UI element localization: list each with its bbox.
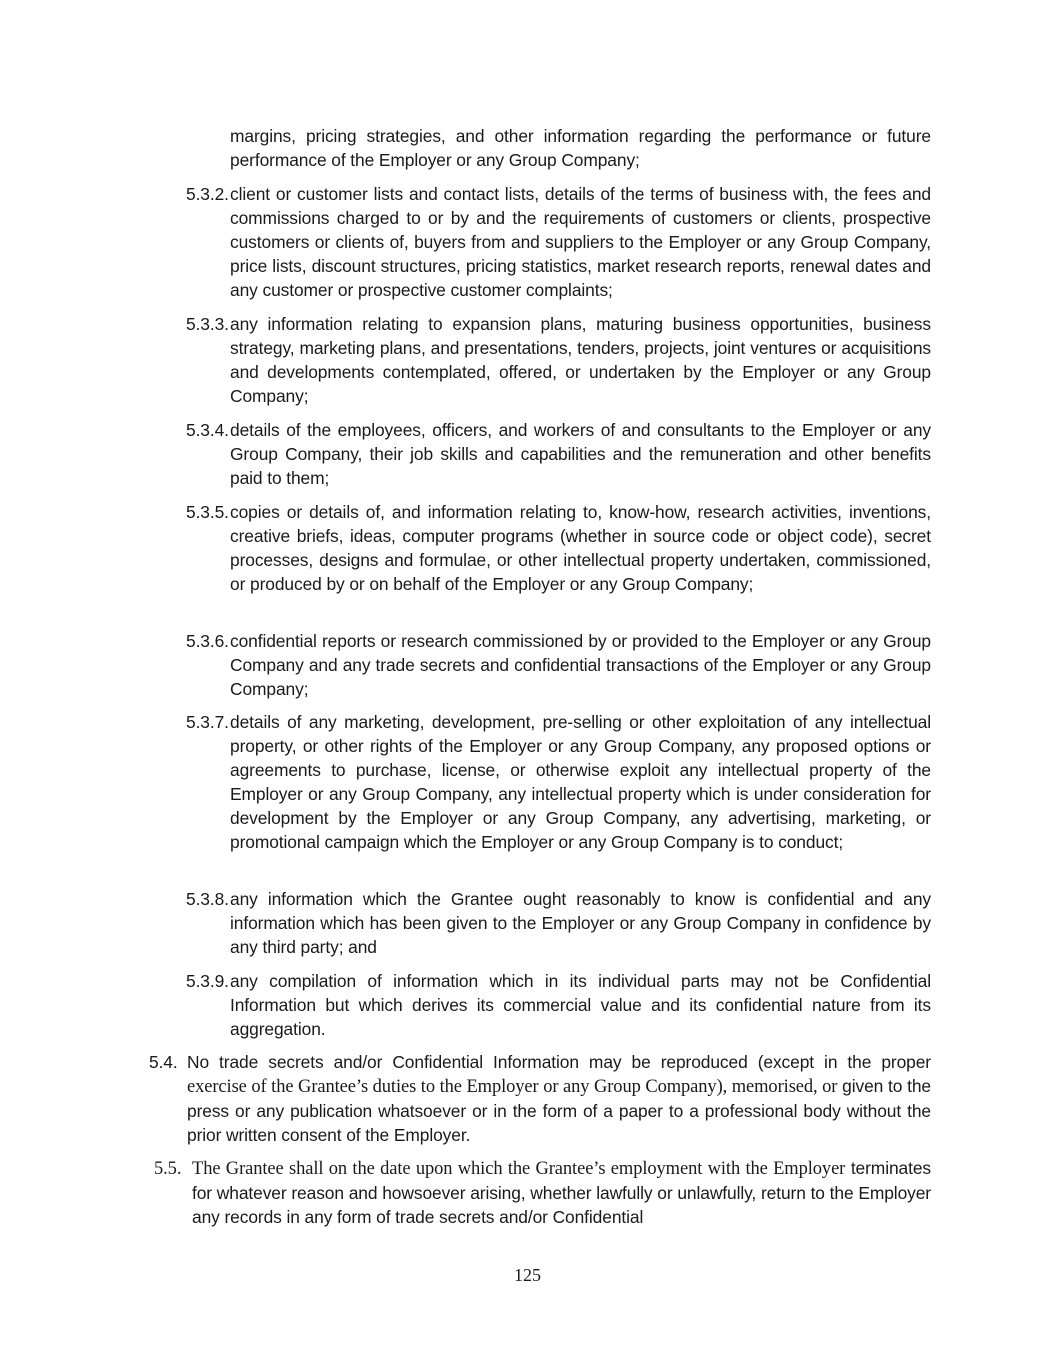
clause-number: 5.3.9. bbox=[186, 971, 229, 991]
clause-text-line-2: exercise of the Grantee’s duties to the Employer or any Group Company), memorised, or bbox=[187, 1077, 838, 1097]
clause-text-line-1: No trade secrets and/or Confidential Information may be reproduced (except in the proper bbox=[187, 1052, 931, 1072]
continuation-paragraph: margins, pricing strategies, and other information regarding the performance or future performance of the Employer or any Group Company; bbox=[230, 126, 931, 170]
clause-number: 5.3.5. bbox=[186, 502, 229, 522]
clause-text: confidential reports or research commissioned by or provided to the Employer or any Group Company and any trade secrets and confidential transactions of the Employer or any Group Company; bbox=[230, 631, 931, 699]
clause-number: 5.3.4. bbox=[186, 420, 229, 440]
clause-number: 5.3.3. bbox=[186, 314, 229, 334]
clause-text-line-1: The Grantee shall on the date upon which the Grantee’s employment with the Employer bbox=[192, 1159, 846, 1179]
clause-5-3-4 bbox=[186, 418, 931, 490]
clause-5-3-5 bbox=[186, 500, 931, 596]
clause-5-4 bbox=[149, 1050, 932, 1147]
clause-5-3-7 bbox=[186, 710, 931, 854]
clause-5-3-8 bbox=[186, 887, 931, 959]
clause-text: any information relating to expansion plans, maturing business opportunities, business strategy, marketing plans, and presentations, tenders, projects, joint ventures or acquisitions and developments contemplated, offered, or undertaken by the Employer or any Group Company; bbox=[230, 314, 931, 406]
clause-number: 5.4. bbox=[149, 1052, 178, 1072]
clause-text-rest: given to the press or any publication whatsoever or in the form of a paper to a professional body without the prior written consent of the Employer. bbox=[187, 1076, 932, 1145]
page-number: 125 bbox=[514, 1265, 541, 1285]
clause-5-3-2 bbox=[186, 182, 931, 302]
clause-5-3-6 bbox=[186, 629, 931, 701]
clause-text-rest: terminates for whatever reason and howsoever arising, whether lawfully or unlawfully, return to the Employer any records in any form of trade secrets and/or Confidential bbox=[192, 1158, 932, 1227]
clause-5-3-9 bbox=[186, 969, 931, 1041]
clause-number: 5.3.2. bbox=[186, 184, 229, 204]
clause-text: client or customer lists and contact lists, details of the terms of business with, the fees and commissions charged to or by and the requirements of customers or clients, prospective customers or clients of, buyers from and suppliers to the Employer or any Group Company, price lists, discount structures, pricing statistics, market research reports, renewal dates and any customer or prospective customer complaints; bbox=[230, 184, 931, 300]
clause-5-5 bbox=[154, 1156, 932, 1229]
clause-5-3-3 bbox=[186, 312, 931, 408]
clause-text: details of any marketing, development, pre-selling or other exploitation of any intellectual property, or other rights of the Employer or any Group Company, any proposed options or agreements to purchase, license, or otherwise exploit any intellectual property of the Employer or any Group Company, any intellectual property which is under consideration for development by the Employer or any Group Company, any advertising, marketing, or promotional campaign which the Employer or any Group Company is to conduct; bbox=[230, 712, 931, 852]
clause-text: copies or details of, and information relating to, know-how, research activities, inventions, creative briefs, ideas, computer programs (whether in source code or object code), secret processes, designs and formulae, or other intellectual property undertaken, commissioned, or produced by or on behalf of the Employer or any Group Company; bbox=[230, 502, 931, 594]
clause-text: any information which the Grantee ought reasonably to know is confidential and any information which has been given to the Employer or any Group Company in confidence by any third party; and bbox=[230, 889, 931, 957]
clause-number: 5.3.6. bbox=[186, 631, 229, 651]
clause-number: 5.5. bbox=[154, 1159, 182, 1179]
clause-number: 5.3.8. bbox=[186, 889, 229, 909]
clause-number: 5.3.7. bbox=[186, 712, 229, 732]
clause-text: details of the employees, officers, and workers of and consultants to the Employer or any Group Company, their job skills and capabilities and the remuneration and other benefits paid to them; bbox=[230, 420, 931, 488]
clause-text: any compilation of information which in its individual parts may not be Confidential Information but which derives its commercial value and its confidential nature from its aggregation. bbox=[230, 971, 931, 1039]
